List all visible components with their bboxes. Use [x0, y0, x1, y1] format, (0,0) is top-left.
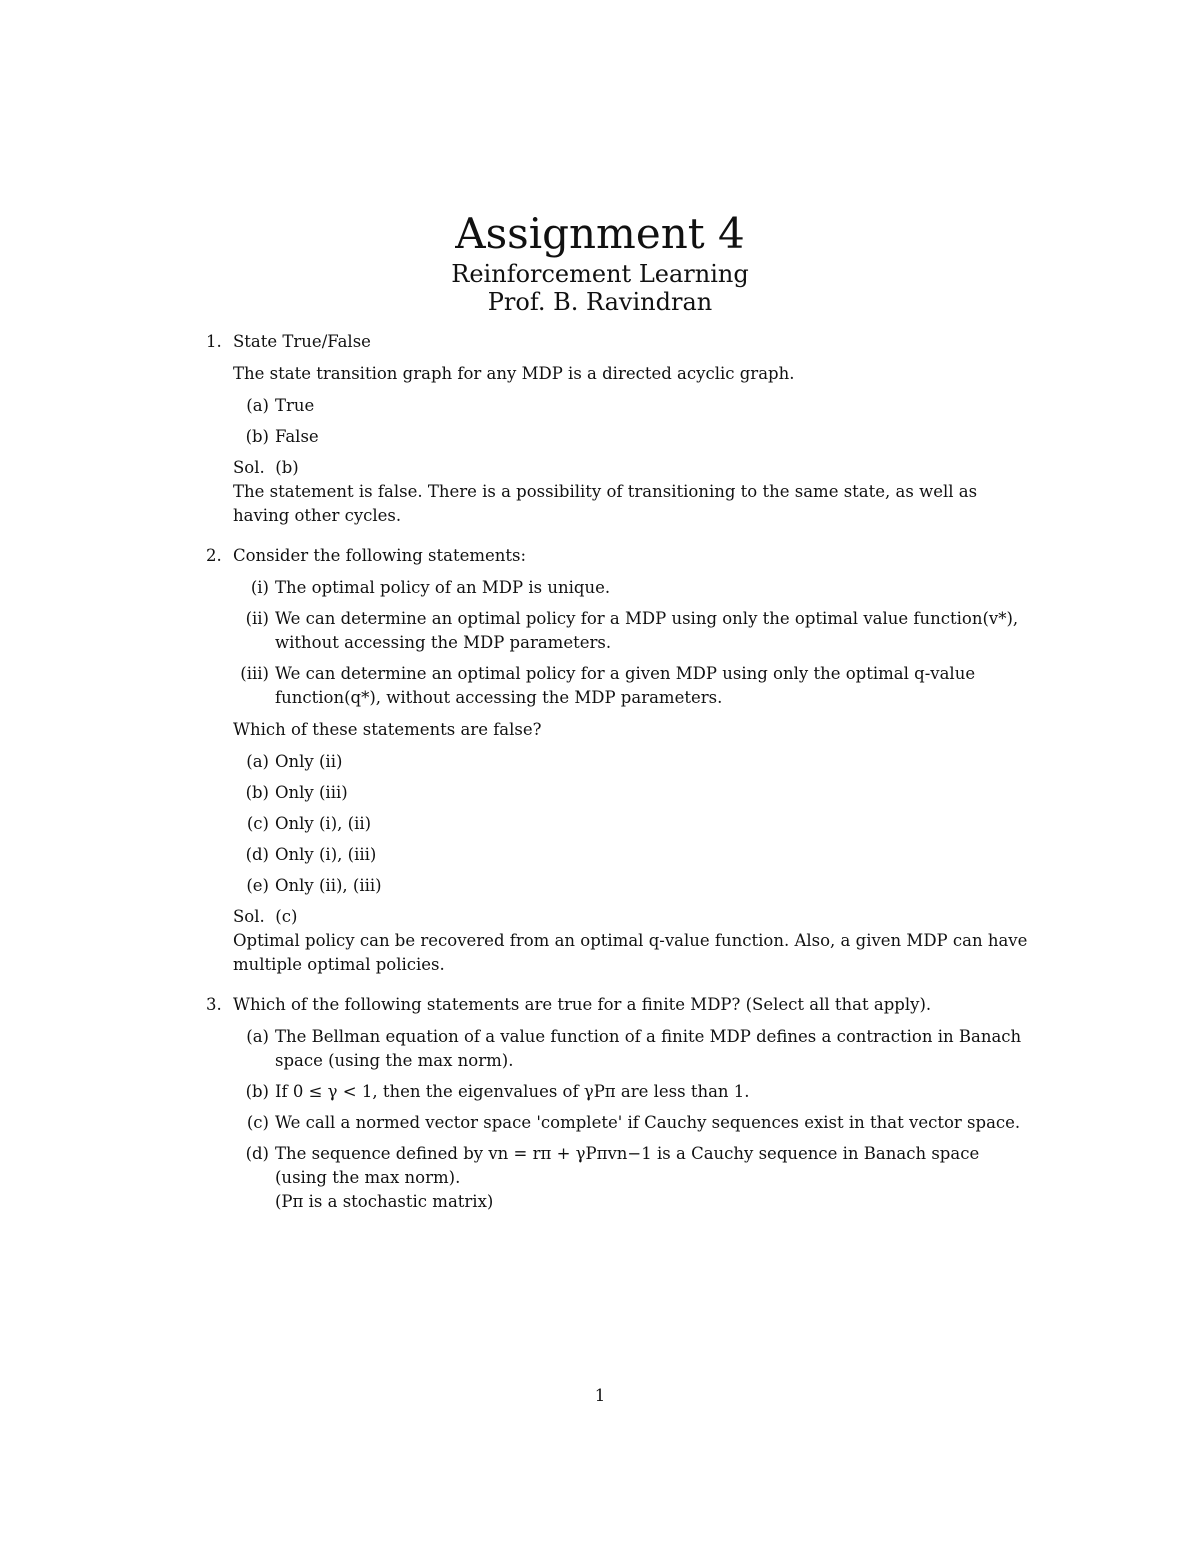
document-author: Prof. B. Ravindran [487, 288, 713, 316]
statement-item [233, 662, 1032, 710]
question-number: 3. [206, 995, 222, 1014]
solution-label: Sol. [233, 907, 265, 926]
questions-list [206, 330, 1032, 1230]
option-text: Only (ii) [275, 752, 343, 771]
option-note: (Pπ is a stochastic matrix) [275, 1192, 494, 1211]
option-item [233, 874, 1032, 898]
statement-label: (iii) [240, 664, 269, 683]
solution-text: Optimal policy can be recovered from an optimal q-value function. Also, a given MDP can have multiple optimal policies. [233, 931, 1028, 974]
statement-label: (i) [250, 578, 269, 597]
option-label: (a) [246, 396, 269, 415]
solution-label: Sol. [233, 458, 265, 477]
option-label: (e) [246, 876, 269, 895]
option-item [233, 750, 1032, 774]
statement-text: The optimal policy of an MDP is unique. [275, 578, 611, 597]
title-block [0, 208, 1200, 316]
option-text: If 0 ≤ γ < 1, then the eigenvalues of γPπ are less than 1. [275, 1082, 750, 1101]
option-item [233, 843, 1032, 867]
option-text: Only (iii) [275, 783, 348, 802]
statements-list [233, 576, 1032, 710]
option-text: Only (ii), (iii) [275, 876, 382, 895]
solution-text: The statement is false. There is a possibility of transitioning to the same state, as well as having other cycles. [233, 482, 978, 525]
question-number: 1. [206, 332, 222, 351]
options-list [233, 1025, 1032, 1214]
question-2 [206, 544, 1032, 977]
solution [233, 905, 1032, 977]
option-label: (c) [246, 1113, 269, 1132]
option-item [233, 425, 1032, 449]
option-label: (d) [245, 845, 269, 864]
option-item [233, 1080, 1032, 1104]
statement-item [233, 607, 1032, 655]
page-number: 1 [594, 1386, 606, 1405]
question-text: Which of these statements are false? [233, 720, 542, 739]
option-text: The sequence defined by vn = rπ + γPπvn−1 is a Cauchy sequence in Banach space (using the max norm). [275, 1144, 980, 1187]
question-prompt: Consider the following statements: [233, 546, 527, 565]
question-prompt: State True/False [233, 332, 371, 351]
question-prompt: Which of the following statements are true for a finite MDP? (Select all that apply). [233, 995, 932, 1014]
document-title: Assignment 4 [455, 209, 745, 258]
solution [233, 456, 1032, 528]
question-statement: The state transition graph for any MDP is a directed acyclic graph. [233, 364, 795, 383]
question-number: 2. [206, 546, 222, 565]
solution-heading [233, 456, 1032, 480]
option-label: (d) [245, 1144, 269, 1163]
option-text: True [275, 396, 315, 415]
option-label: (c) [246, 814, 269, 833]
solution-answer: (c) [275, 907, 298, 926]
option-label: (b) [245, 783, 269, 802]
option-text: We call a normed vector space 'complete' if Cauchy sequences exist in that vector space. [275, 1113, 1021, 1132]
option-label: (b) [245, 1082, 269, 1101]
option-label: (a) [246, 752, 269, 771]
statement-text: We can determine an optimal policy for a given MDP using only the optimal q-value function(q*), without accessing the MDP parameters. [275, 664, 976, 707]
option-label: (b) [245, 427, 269, 446]
solution-heading [233, 905, 1032, 929]
statement-label: (ii) [245, 609, 269, 628]
option-item [233, 394, 1032, 418]
option-item [233, 1111, 1032, 1135]
option-text: Only (i), (iii) [275, 845, 377, 864]
option-item [233, 812, 1032, 836]
solution-answer: (b) [275, 458, 299, 477]
statement-text: We can determine an optimal policy for a MDP using only the optimal value function(v*), without accessing the MDP parameters. [275, 609, 1019, 652]
options-list [233, 750, 1032, 898]
document-subtitle: Reinforcement Learning [451, 260, 749, 288]
option-text: False [275, 427, 319, 446]
statement-item [233, 576, 1032, 600]
option-label: (a) [246, 1027, 269, 1046]
question-3 [206, 993, 1032, 1214]
option-item [233, 1025, 1032, 1073]
options-list [233, 394, 1032, 449]
option-text: Only (i), (ii) [275, 814, 372, 833]
option-item [233, 781, 1032, 805]
option-text: The Bellman equation of a value function of a finite MDP defines a contraction in Banach space (using the max norm). [275, 1027, 1022, 1070]
question-1 [206, 330, 1032, 528]
option-item [233, 1142, 1032, 1214]
